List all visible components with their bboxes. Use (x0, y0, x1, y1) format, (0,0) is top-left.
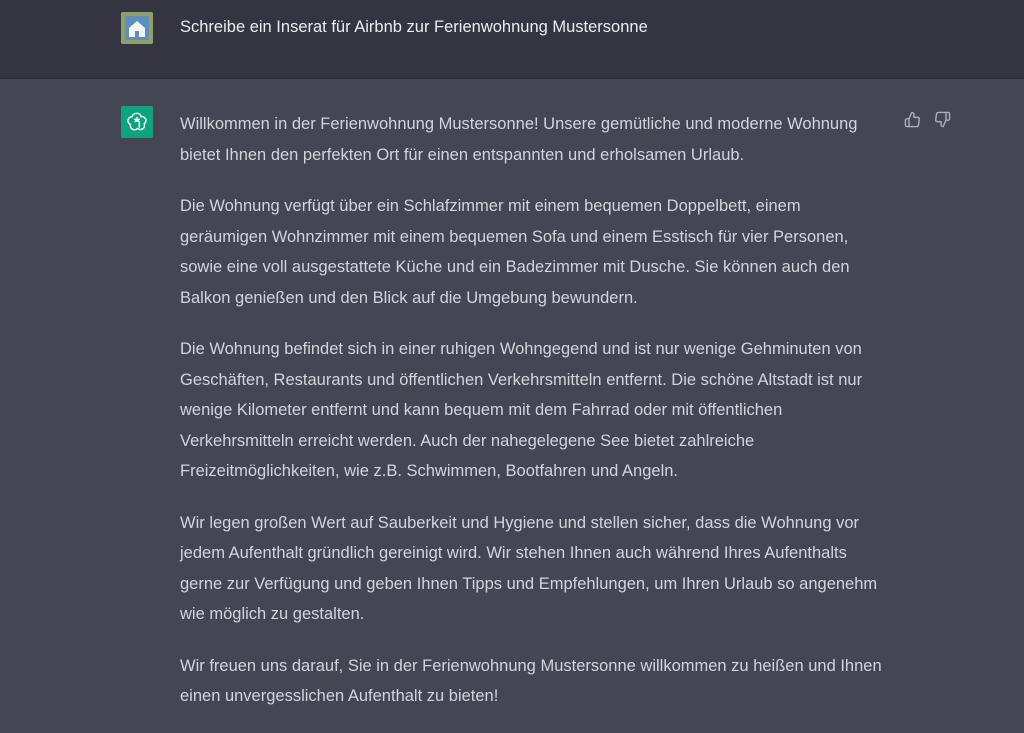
user-message-row (0, 0, 1024, 79)
response-paragraph-5: Wir freuen uns darauf, Sie in der Ferienwohnung Mustersonne willkommen zu heißen und Ihnen einen unvergesslichen Aufenthalt zu bieten! (180, 656, 882, 705)
user-prompt-text: Schreibe ein Inserat für Airbnb zur Ferienwohnung Mustersonne (180, 18, 648, 36)
assistant-response (180, 109, 885, 733)
response-paragraph-4: Wir legen großen Wert auf Sauberkeit und Hygiene und stellen sicher, dass die Wohnung vor jedem Aufenthalt gründlich gereinigt wird. Wir stehen Ihnen auch während Ihres Aufenthalts gerne zur Verfügung und geben Ihnen Tipps und Empfehlungen, um Ihren Urlaub so angenehm wie möglich zu gestalten. (180, 513, 878, 623)
assistant-avatar (121, 106, 153, 138)
house-icon (121, 12, 153, 44)
response-paragraph-2: Die Wohnung verfügt über ein Schlafzimmer mit einem bequemen Doppelbett, einem geräumigen Wohnzimmer mit einem bequemen Sofa und einem Esstisch für vier Personen, sowie eine voll ausgestattete Küche und ein Badezimmer mit Dusche. Sie können auch den Balkon genießen und den Blick auf die Umgebung bewundern. (180, 197, 850, 307)
thumbs-up-button[interactable] (903, 110, 921, 128)
user-avatar (121, 12, 153, 44)
thumbs-down-button[interactable] (933, 110, 951, 128)
feedback-buttons (903, 110, 951, 128)
assistant-message-row (0, 79, 1024, 727)
thumbs-down-icon (934, 111, 951, 128)
openai-logo-icon (126, 111, 148, 133)
response-paragraph-3: Die Wohnung befindet sich in einer ruhigen Wohngegend und ist nur wenige Gehminuten von Geschäften, Restaurants und öffentlichen Verkehrsmitteln entfernt. Die schöne Altstadt ist nur wenige Kilometer entfernt und kann bequem mit dem Fahrrad oder mit öffentlichen Verkehrsmitteln erreicht werden. Auch der nahegelegene See bietet zahlreiche Freizeitmöglichkeiten, wie z.B. Schwimmen, Bootfahren und Angeln. (180, 340, 863, 480)
thumbs-up-icon (904, 111, 921, 128)
response-paragraph-1: Willkommen in der Ferienwohnung Mustersonne! Unsere gemütliche und moderne Wohnung bietet Ihnen den perfekten Ort für einen entspannten und erholsamen Urlaub. (180, 115, 858, 164)
